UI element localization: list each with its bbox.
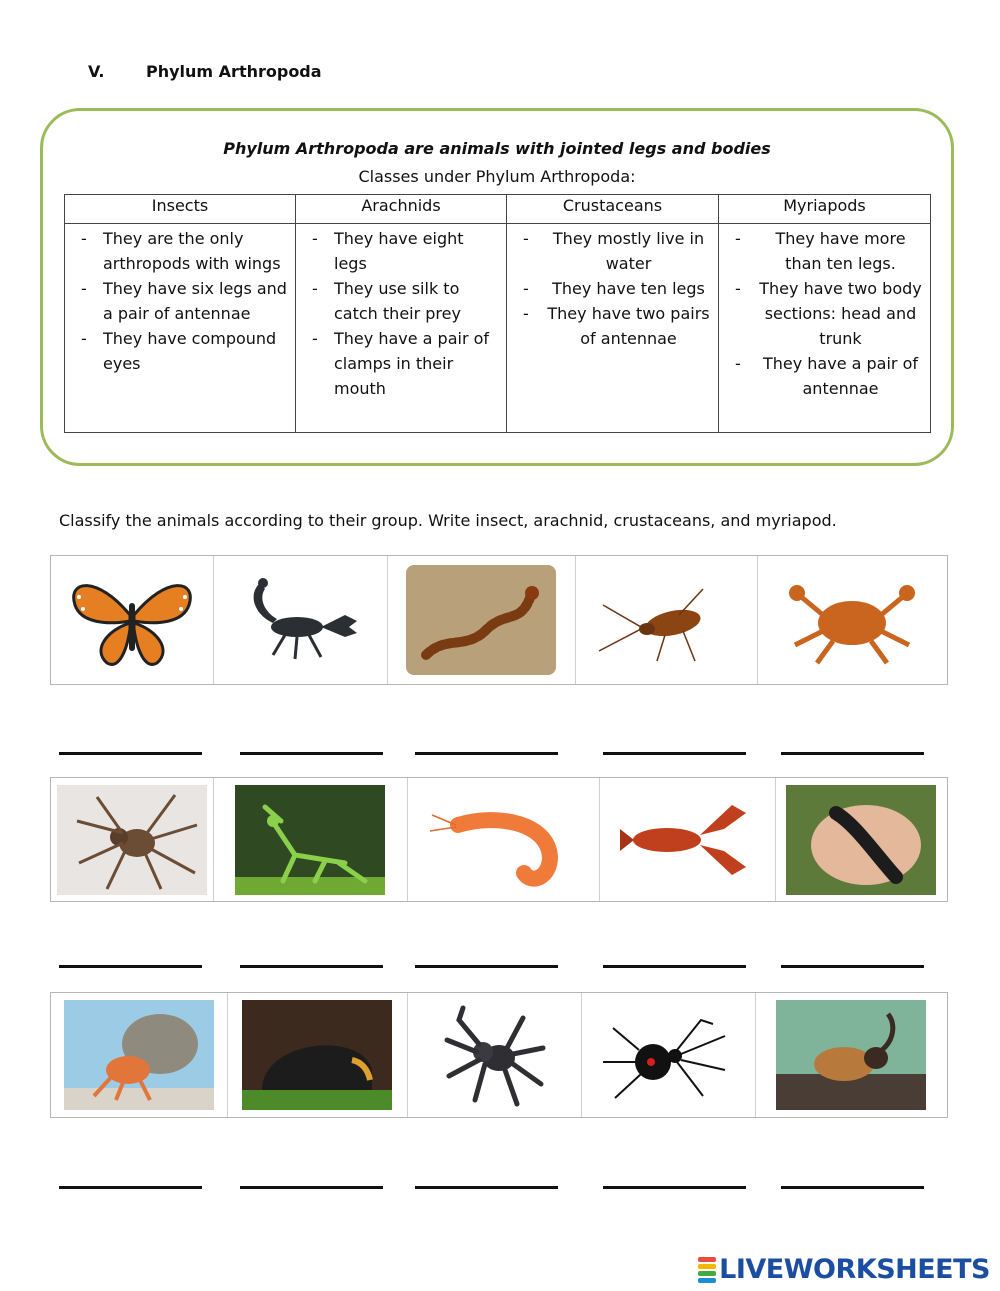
- answer-blank[interactable]: [240, 752, 383, 755]
- section-number: V.: [88, 62, 105, 81]
- rhinoceros-beetle-image: [755, 993, 947, 1117]
- logo-bar: [698, 1278, 716, 1283]
- scorpion-image: [213, 556, 388, 684]
- logo-icon: [698, 1257, 716, 1283]
- answer-blank[interactable]: [603, 1186, 746, 1189]
- trait: - They have more than ten legs.: [725, 226, 924, 276]
- millipede-image: [775, 778, 947, 901]
- centipede-image: [387, 556, 576, 684]
- shrimp-image: [407, 778, 600, 901]
- liveworksheets-logo: [698, 1254, 990, 1285]
- header-arachnids: Arachnids: [296, 195, 507, 224]
- trait: - They have two pairs of antennae: [513, 301, 712, 351]
- insects-traits: [65, 224, 296, 433]
- answer-blank[interactable]: [59, 965, 202, 968]
- trait: - They have a pair of antennae: [725, 351, 924, 401]
- section-heading: [88, 62, 322, 81]
- instruction-text: Classify the animals according to their group. Write insect, arachnid, crustaceans, and myriapod.: [59, 511, 837, 530]
- info-box: [40, 108, 954, 466]
- classes-table: [64, 194, 931, 433]
- myriapods-traits: [719, 224, 931, 433]
- logo-bar: [698, 1257, 716, 1262]
- trait: - They have ten legs: [513, 276, 712, 301]
- crab-image: [757, 556, 947, 684]
- trait: - They are the only arthropods with wings: [71, 226, 289, 276]
- trait: - They have eight legs: [302, 226, 500, 276]
- butterfly-image: [51, 556, 214, 684]
- trait: - They have a pair of clamps in their mouth: [302, 326, 500, 401]
- animal-row-3: [50, 992, 948, 1118]
- header-crustaceans: Crustaceans: [507, 195, 719, 224]
- spider-image: [51, 778, 214, 901]
- answer-blank[interactable]: [781, 1186, 924, 1189]
- animal-row-2: [50, 777, 948, 902]
- brand-text: LIVEWORKSHEETS: [719, 1254, 990, 1285]
- trait: - They use silk to catch their prey: [302, 276, 500, 326]
- logo-bar: [698, 1264, 716, 1269]
- answer-blank[interactable]: [240, 965, 383, 968]
- praying-mantis-image: [213, 778, 408, 901]
- logo-bar: [698, 1271, 716, 1276]
- lobster-image: [599, 778, 776, 901]
- answer-blank[interactable]: [415, 752, 558, 755]
- trait: - They have two body sections: head and trunk: [725, 276, 924, 351]
- pill-millipede-image: [227, 993, 408, 1117]
- answer-blank[interactable]: [59, 752, 202, 755]
- tarantula-image: [407, 993, 582, 1117]
- hermit-crab-image: [51, 993, 228, 1117]
- answer-blank[interactable]: [415, 965, 558, 968]
- trait: - They mostly live in water: [513, 226, 712, 276]
- crustaceans-traits: [507, 224, 719, 433]
- answer-blank[interactable]: [603, 752, 746, 755]
- animal-row-1: [50, 555, 948, 685]
- cockroach-image: [575, 556, 758, 684]
- arachnids-traits: [296, 224, 507, 433]
- header-myriapods: Myriapods: [719, 195, 931, 224]
- section-title: Phylum Arthropoda: [146, 62, 322, 81]
- answer-blank[interactable]: [603, 965, 746, 968]
- answer-blank[interactable]: [781, 965, 924, 968]
- answer-blank[interactable]: [240, 1186, 383, 1189]
- black-widow-image: [581, 993, 756, 1117]
- definition-text: Phylum Arthropoda are animals with jointed legs and bodies: [223, 139, 771, 158]
- header-insects: Insects: [65, 195, 296, 224]
- trait: - They have six legs and a pair of antennae: [71, 276, 289, 326]
- trait: - They have compound eyes: [71, 326, 289, 376]
- answer-blank[interactable]: [59, 1186, 202, 1189]
- answer-blank[interactable]: [415, 1186, 558, 1189]
- answer-blank[interactable]: [781, 752, 924, 755]
- classes-subtitle: Classes under Phylum Arthropoda:: [358, 167, 636, 186]
